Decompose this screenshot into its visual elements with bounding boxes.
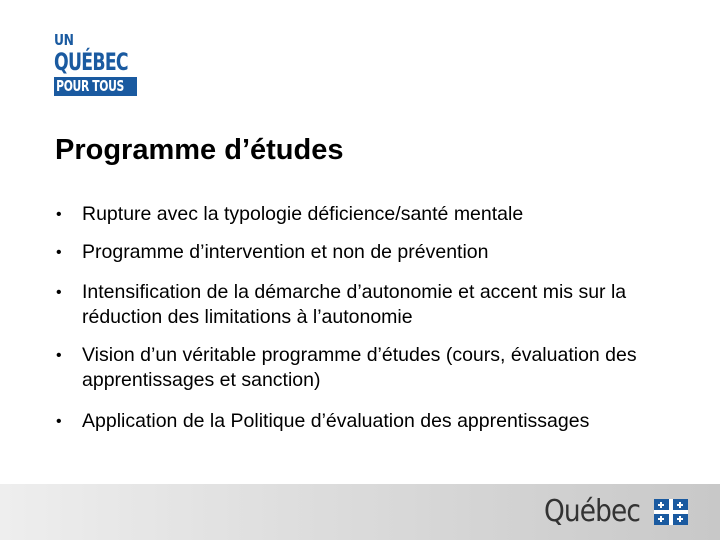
quebec-flag-icon <box>654 499 688 525</box>
bullet-item <box>56 240 686 265</box>
bullet-list <box>56 202 686 448</box>
bullet-item <box>56 202 686 227</box>
bullet-dot: • <box>56 244 62 261</box>
un-quebec-pour-tous-logo <box>54 31 144 95</box>
bullet-dot: • <box>56 347 62 364</box>
logo-pour-tous-band <box>54 77 137 96</box>
bullet-dot: • <box>56 413 62 430</box>
logo-line-quebec: QUÉBEC <box>54 48 128 76</box>
bullet-dot: • <box>56 206 62 223</box>
bullet-dot: • <box>56 284 62 301</box>
bullet-text: Programme d’intervention et non de prévention <box>82 241 489 263</box>
bullet-item <box>56 343 686 393</box>
bullet-item <box>56 280 686 330</box>
bullet-text: Vision d’un véritable programme d’études (cours, évaluation des apprentissages et sanction) <box>82 344 637 391</box>
quebec-wordmark: Québec <box>544 494 640 529</box>
bullet-item <box>56 409 686 434</box>
logo-line-pour-tous: POUR TOUS <box>56 77 124 95</box>
quebec-government-logo <box>544 493 694 533</box>
logo-line-un: UN <box>54 31 74 49</box>
slide-title: Programme d’études <box>55 134 344 166</box>
bullet-text: Intensification de la démarche d’autonomie et accent mis sur la réduction des limitations à l’autonomie <box>82 281 627 328</box>
bullet-text: Application de la Politique d’évaluation des apprentissages <box>82 410 590 432</box>
bullet-text: Rupture avec la typologie déficience/santé mentale <box>82 203 524 225</box>
